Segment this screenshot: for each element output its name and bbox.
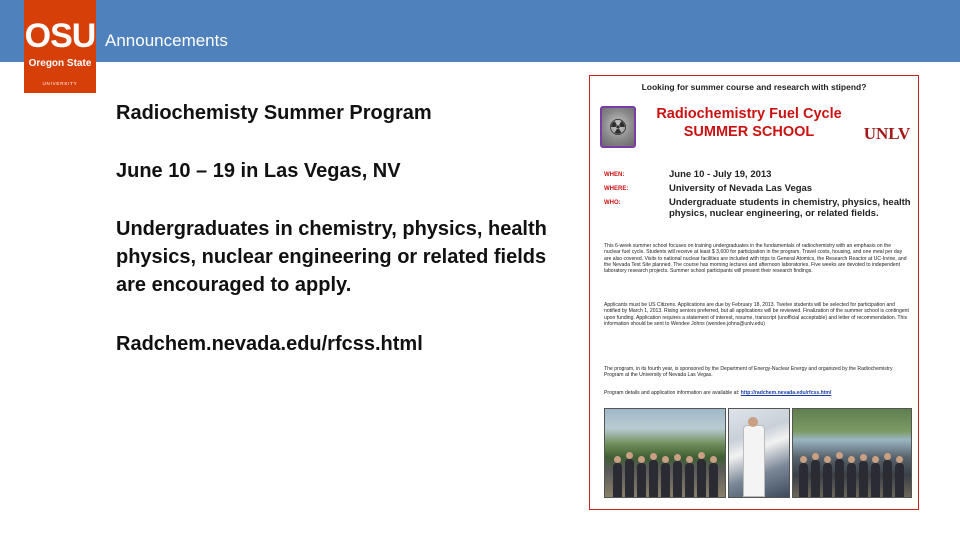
who-label: WHO: (604, 200, 621, 206)
where-value: University of Nevada Las Vegas (669, 183, 813, 194)
who-value: Undergraduate students in chemistry, physics, health physics, nuclear engineering, or related fields. (669, 197, 911, 219)
unlv-logo: UNLV (863, 124, 911, 143)
program-url[interactable]: Radchem.nevada.edu/rfcss.html (116, 333, 423, 355)
where-label: WHERE: (604, 186, 629, 192)
logo-main-text: OSU (24, 17, 96, 55)
logo-line-1: Oregon State (28, 58, 92, 69)
summer-school-flyer (589, 75, 919, 510)
lab-photo (728, 408, 790, 498)
program-title: Radiochemisty Summer Program (116, 102, 432, 124)
flyer-link-prefix: Program details and application information are available at: (604, 390, 740, 396)
program-eligibility: Undergraduates in chemistry, physics, health physics, nuclear engineering or related fields are encouraged to apply. (116, 218, 547, 296)
flyer-top-line: Looking for summer course and research with stipend? (641, 82, 867, 92)
flyer-paragraph-1: This 6-week summer school focuses on training undergraduates in the fundamentals of radiochemistry with an emphasis on the nuclear fuel cycle. Students will receive at least $ 3,600 for participation in the program. Travel costs, housing, and one meal per day are also covered. Visits to national nuclear facilities are included with trips to General Atomics, the Research Reactor at UC-Irvine, and the Nevada Test Site planned. The course has morning lectures and afternoon laboratories. Five weeks are devoted to independent laboratory research projects. Summer school participants will present their research findings. (604, 243, 907, 275)
atom-figure-icon: ☢ (600, 106, 636, 148)
group-photo-2 (792, 408, 912, 498)
flyer-link[interactable]: http://radchem.nevada.edu/rfcss.html (740, 390, 832, 396)
section-title: Announcements (105, 31, 228, 50)
osu-logo (24, 0, 96, 93)
flyer-paragraph-4 (604, 390, 909, 396)
flyer-paragraph-3: The program, in its fourth year, is sponsored by the Department of Energy-Nuclear Energy and organized by the Radiochemistry Program at the University of Nevada Las Vegas. (604, 366, 893, 379)
program-dates: June 10 – 19 in Las Vegas, NV (116, 160, 401, 182)
flyer-paragraph-2: Applicants must be US Citizens. Applications are due by February 18, 2013. Twelve students will be selected for participation and notified by March 1, 2013. Rising seniors preferred, but all applications will be reviewed. Finalization of the summer school is contingent upon funding. Application requires a statement of interest, resume, transcript (unofficial acceptable) and letter of recommendation. This information should be sent to Wendee Johns (wendee.johns@unlv.edu) (604, 302, 909, 327)
when-value: June 10 - July 19, 2013 (669, 169, 772, 180)
group-photo-1 (604, 408, 726, 498)
logo-line-3: UNIVERSITY (42, 81, 78, 86)
when-label: WHEN: (604, 172, 625, 178)
flyer-title-2: SUMMER SCHOOL (683, 124, 815, 140)
flyer-title-1: Radiochemistry Fuel Cycle (656, 106, 842, 122)
